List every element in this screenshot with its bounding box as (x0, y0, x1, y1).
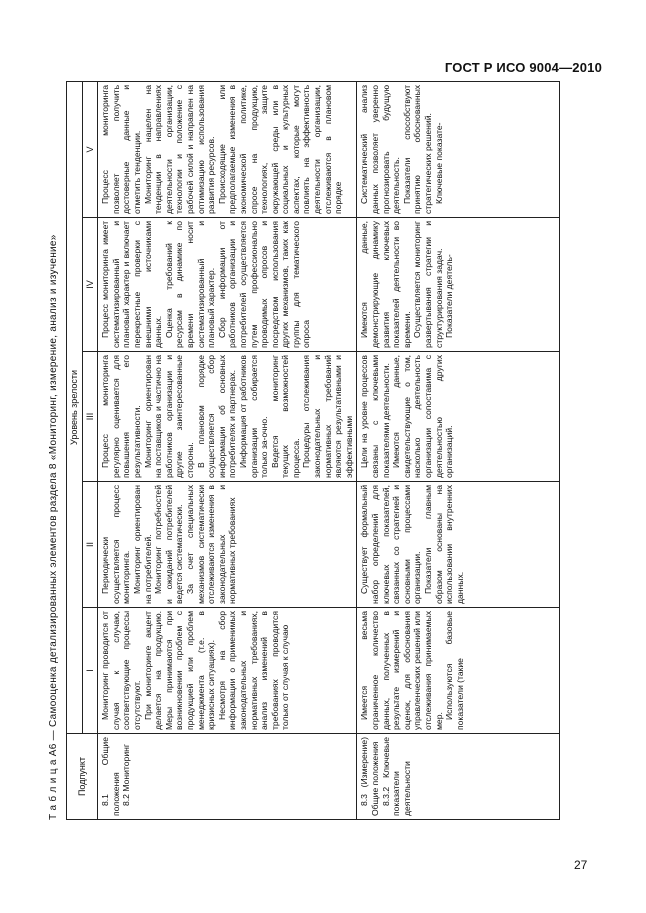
table-row (98, 81, 357, 819)
level-1-cell (357, 608, 560, 734)
header-level-4: IV (82, 218, 98, 352)
cell-paragraph: Осуществляется мониторинг развертывания стратегии и структурирования задач. (412, 221, 444, 348)
cell-paragraph: Имеется весьма ограниченное количество данных, полученных в результате измерений и оценок, для обоснования управленческих решений или отслеживания принимаемых мер. (359, 611, 444, 730)
table-caption: Т а б л и ц а А6 — Самооценка детализированных элементов раздела 8 «Мониторинг, измерение, анализ и изучение» (48, 234, 59, 820)
cell-paragraph: Имеются данные, демонстрирующие динамику развития ключевых показателей деятельности во времени. (359, 221, 412, 348)
cell-paragraph: Мониторинг ориентирован на поставщиков и частично на работников организации и другие заинтересованные стороны. (142, 355, 195, 478)
rotated-page-content (48, 60, 568, 820)
cell-paragraph: Показатели способствуют принятию обоснованных стратегических решений. (401, 84, 433, 214)
cell-paragraph: Показатели деятель- (444, 254, 455, 338)
cell-paragraph: Мониторинг нацелен на тенденции в направлениях деятельности организации, технологии и положение с рабочей силой и направлен на оптимизацию использования развития ресурсов. (142, 84, 217, 214)
header-subclause: Подпункт (67, 734, 98, 820)
cell-paragraph: Показатели главным образом основаны на использовании внутренних данных. (423, 485, 465, 604)
cell-paragraph: Используются базовые показатели (такие (444, 611, 465, 730)
level-4-cell (357, 218, 560, 352)
cell-paragraph: Существует формальный набор определений для ключевых показателей, связанных со стратегией и основными процессами организации. (359, 485, 423, 604)
cell-paragraph: Процесс мониторинга регулярно оценивается для повышения его результативности. (100, 355, 142, 478)
cell-paragraph: За счет специальных механизмов систематически отслеживаются изменения в законодательных и нормативных требованиях (184, 485, 238, 604)
subclause-text: 8.2 Мониторинг (121, 744, 132, 806)
cell-paragraph: Периодически осуществляется процесс мониторинга. (100, 485, 132, 604)
cell-paragraph: При мониторинге акцент делается на продукцию. Меры принимаются при возникновении проблем с продукцией или проблем менеджмента (т.е. в кризисных ситуациях). (142, 611, 217, 730)
level-2-cell (98, 482, 357, 608)
cell-paragraph: Несмотря на сбор информации о применимых законодательных и нормативных требованиях, анализ изменений в требованиях проводится только от случая к случаю (216, 611, 291, 730)
header-level-5: V (82, 81, 98, 217)
cell-paragraph: Мониторинг ориентирован на потребителей. (131, 485, 153, 604)
cell-paragraph: Процедуры отслеживания законодательных и нормативных требований являются результативными и эффективными (301, 355, 354, 478)
level-4-cell (98, 218, 357, 352)
self-assessment-table (66, 81, 560, 820)
cell-paragraph: Мониторинг потребностей и ожиданий потребителей ведется систематически. (153, 485, 185, 604)
level-1-cell (98, 608, 357, 734)
cell-paragraph: Ведется мониторинг текущих возможностей процесса. (269, 355, 301, 478)
cell-paragraph: Оценка требований к ресурсам в динамике по времени носит систематизированный и плановый характер. (163, 221, 217, 348)
subclause-cell (357, 734, 560, 820)
header-maturity-level: Уровень зрелости (67, 81, 83, 733)
level-3-cell (98, 352, 357, 482)
cell-paragraph: Имеются данные, свидетельствующие о том, насколько деятельность организации сопоставима с деятельностью других организаций. (391, 355, 455, 478)
header-level-1: I (82, 608, 98, 734)
cell-paragraph: Процесс мониторинга позволяет получить достоверные данные и отметить тенденции. (100, 84, 142, 214)
header-level-3: III (82, 352, 98, 482)
cell-paragraph: Происходящие или предполагаемые изменения в экономической политике, спросе на продукцию, технологиях, защите окружающей среды или в социальных и культурных аспектах, которые могут повлиять на эффективность деятельности организации, отслеживаются в плановом порядке (216, 84, 344, 214)
cell-paragraph: Ключевые показате- (433, 122, 444, 204)
standard-header: ГОСТ Р ИСО 9004—2010 (444, 60, 602, 75)
level-5-cell (357, 81, 560, 217)
table-row (357, 81, 560, 819)
header-level-2: II (82, 482, 98, 608)
cell-paragraph: В плановом порядке осуществляется сбор информации об основных потребителях и партнерах. (195, 355, 238, 478)
page-number: 27 (574, 858, 588, 872)
subclause-text: 8.3.2 Ключевые показатели деятельности (380, 737, 412, 816)
cell-paragraph: Мониторинг проводится от случая к случаю, соответствующие процессы отсутствуют. (100, 611, 142, 730)
subclause-text: 8.1 Общие положения (100, 737, 121, 816)
cell-paragraph: Систематический анализ данных позволяет уверенно прогнозировать будущую деятельность. (359, 84, 402, 214)
level-3-cell (357, 352, 560, 482)
subclause-cell (98, 734, 357, 820)
level-5-cell (98, 81, 357, 217)
subclause-text: 8.3 (Измерение) Общие положения (359, 737, 381, 816)
cell-paragraph: Сбор информации от работников организации и потребителей осуществляется путем профессионально проводимых опросов и посредством использования других механизмов, таких как группы для тематического опроса (216, 221, 312, 348)
level-2-cell (357, 482, 560, 608)
cell-paragraph: Информация от работников организации собирается только за-очно. (237, 355, 270, 478)
cell-paragraph: Цели на уровне процессов связаны с ключевыми показателями деятельности. (359, 355, 391, 478)
cell-paragraph: Процесс мониторинга имеет систематизированный и плановый характер и включает перекрестные проверки с внешними источниками данных. (100, 221, 164, 348)
